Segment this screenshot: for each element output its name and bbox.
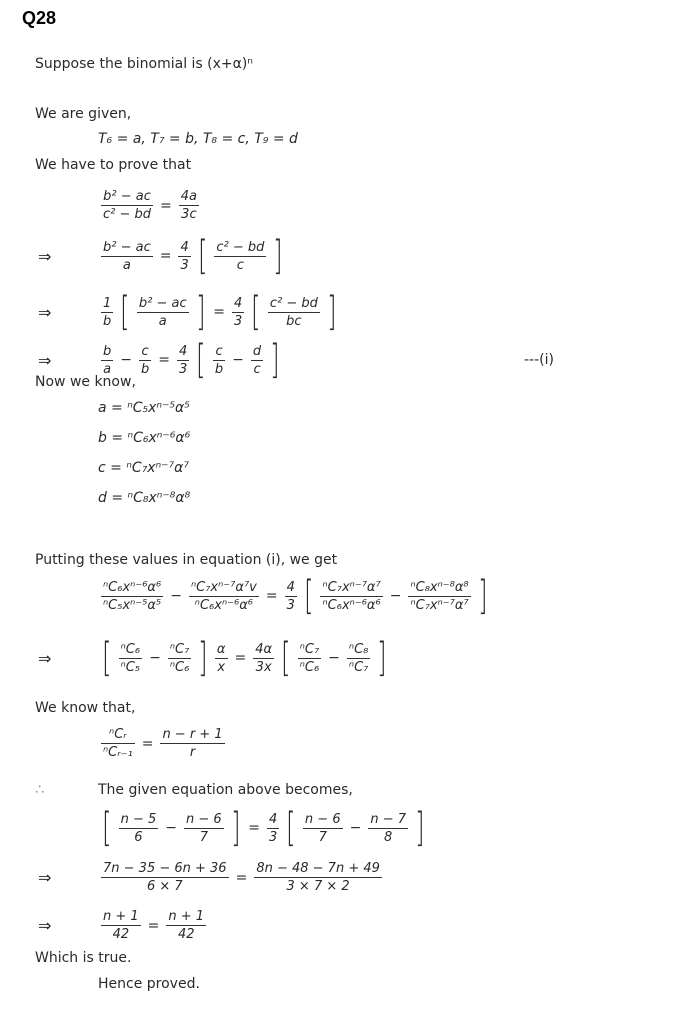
math-term: a — [158, 313, 167, 329]
math-term: 4α — [255, 641, 273, 657]
equation-2 — [38, 233, 287, 279]
equation-5 — [98, 573, 491, 619]
math-term: 1 — [103, 295, 112, 311]
math-term: ] — [198, 635, 208, 681]
math-term: − — [389, 588, 402, 604]
math-term: 42 — [177, 927, 195, 942]
math-term: − — [170, 588, 182, 604]
math-term: 4 — [286, 579, 295, 595]
equation-tag: ---(i) — [524, 352, 554, 368]
math-term: α — [216, 641, 226, 657]
math-term: c² − bd — [269, 295, 318, 311]
math-term: b² − ac — [138, 295, 187, 311]
math-term: ⁿC₆xⁿ⁻⁶α⁶ — [103, 579, 162, 595]
math-term: n − 5 — [120, 811, 157, 827]
math-term: x — [217, 659, 226, 675]
math-term: 7 — [199, 829, 208, 845]
math-term: b — [214, 361, 224, 377]
math-term: 3 — [179, 361, 188, 377]
math-term: = — [159, 248, 172, 264]
question-number: Q28 — [22, 8, 57, 28]
which-is-true-text: Which is true. — [35, 950, 132, 966]
fraction — [303, 811, 343, 846]
math-term: − — [232, 352, 244, 368]
math-term: 4a — [180, 189, 198, 204]
math-term: = — [248, 820, 261, 836]
math-term: ] — [270, 337, 280, 383]
value-b: b = ⁿC₆xⁿ⁻⁶α⁶ — [98, 430, 191, 446]
equation-8 — [98, 805, 429, 851]
fraction — [253, 641, 274, 676]
math-term: − — [165, 820, 178, 836]
math-term: ⁿC₇ — [169, 641, 190, 657]
math-term: ] — [230, 805, 241, 851]
math-term: [ — [251, 289, 261, 335]
fraction — [137, 295, 189, 330]
fraction — [267, 811, 279, 846]
we-know-that-label: We know that, — [35, 700, 136, 716]
implies-arrow: ⇒ — [38, 916, 52, 935]
fraction — [178, 239, 190, 274]
math-term: ] — [273, 233, 283, 279]
math-term: [ — [303, 573, 314, 619]
fraction — [166, 908, 206, 943]
fraction — [232, 295, 244, 330]
equation-7 — [98, 726, 228, 761]
math-term: c² − bd — [103, 207, 152, 222]
value-a: a = ⁿC₅xⁿ⁻⁵α⁵ — [98, 400, 190, 416]
math-term: = — [141, 735, 154, 752]
fraction — [368, 811, 408, 846]
fraction — [179, 188, 199, 223]
math-term: c — [236, 257, 244, 273]
fraction — [251, 343, 263, 378]
math-term: [ — [120, 289, 130, 335]
fraction — [119, 641, 142, 676]
math-term: 6 — [134, 829, 143, 845]
therefore-symbol: ∴ — [35, 782, 44, 798]
math-term: d — [252, 343, 262, 359]
math-term: b — [141, 361, 150, 377]
fraction — [101, 239, 153, 274]
math-term: ⁿC₆ — [299, 659, 320, 675]
fraction — [268, 295, 320, 330]
fraction — [408, 579, 470, 614]
fraction — [347, 641, 370, 676]
math-term: [ — [102, 805, 112, 851]
math-term: = — [160, 197, 172, 214]
putting-values-text: Putting these values in equation (i), we get — [35, 552, 338, 568]
math-term: = — [147, 917, 160, 934]
fraction — [119, 811, 159, 846]
prove-label: We have to prove that — [35, 157, 192, 173]
fraction — [101, 908, 141, 943]
equation-9 — [38, 860, 385, 895]
intro-text: Suppose the binomial is (x+α)ⁿ — [35, 56, 253, 72]
value-d: d = ⁿC₈xⁿ⁻⁸α⁸ — [98, 490, 191, 506]
math-term: ⁿC₈ — [348, 641, 369, 657]
math-term: 8n − 48 − 7n + 49 — [256, 861, 380, 876]
equation-10 — [38, 908, 209, 943]
fraction — [101, 860, 229, 895]
fraction — [184, 811, 224, 846]
math-term: 6 × 7 — [146, 879, 183, 894]
math-term: ⁿCᵣ₋₁ — [103, 745, 133, 760]
math-term: bc — [286, 313, 302, 329]
given-terms: T₆ = a, T₇ = b, T₈ = c, T₉ = d — [98, 131, 298, 147]
math-term: ⁿC₈xⁿ⁻⁸α⁸ — [410, 579, 469, 595]
math-term: ⁿC₆xⁿ⁻⁶α⁶ — [322, 597, 381, 613]
math-term: = — [234, 650, 247, 666]
math-term: c — [213, 343, 225, 361]
math-term: ⁿC₆ — [120, 641, 141, 657]
math-term: 4 — [269, 811, 278, 827]
math-term: b — [103, 343, 112, 359]
math-term: n − 7 — [370, 811, 406, 827]
math-term: 7 — [318, 829, 327, 845]
value-c: c = ⁿC₇xⁿ⁻⁷α⁷ — [98, 460, 190, 476]
math-term: ] — [377, 635, 387, 681]
fraction — [160, 726, 224, 761]
fraction — [214, 239, 266, 274]
math-term: ] — [415, 805, 425, 851]
math-term: [ — [286, 805, 296, 851]
math-term: − — [328, 650, 340, 666]
math-term: 4 — [233, 295, 243, 311]
implies-arrow: ⇒ — [38, 350, 52, 370]
implies-arrow: ⇒ — [38, 648, 52, 668]
given-label: We are given, — [35, 106, 132, 122]
fraction — [320, 579, 382, 614]
math-term: 3 — [180, 257, 189, 273]
math-term: b — [103, 313, 112, 329]
math-term: [ — [281, 635, 291, 681]
math-term: a — [103, 361, 112, 377]
equation-6 — [38, 635, 391, 681]
math-term: ⁿC₆xⁿ⁻⁶α⁶ — [194, 597, 254, 613]
math-term: ⁿC₆ — [169, 659, 190, 675]
fraction — [101, 579, 163, 614]
math-term: [ — [197, 233, 208, 279]
math-term: 42 — [112, 927, 130, 942]
math-term: ] — [477, 573, 488, 619]
math-term: c — [253, 361, 261, 377]
math-term: n + 1 — [103, 909, 139, 924]
math-term: 4 — [179, 343, 188, 359]
given-equation-text: The given equation above becomes, — [98, 782, 353, 798]
math-term: c² − bd — [216, 239, 265, 255]
math-term: 8 — [384, 829, 393, 845]
equation-3 — [38, 289, 341, 335]
fraction — [189, 579, 259, 614]
hence-proved-text: Hence proved. — [98, 976, 200, 992]
math-term: 7n − 35 − 6n + 36 — [103, 861, 227, 876]
math-term: n − 6 — [186, 811, 222, 827]
math-term: 3 — [233, 313, 243, 329]
fraction — [101, 343, 113, 378]
math-term: ⁿC₇xⁿ⁻⁷α⁷v — [190, 579, 257, 595]
math-term: 3x — [255, 659, 272, 675]
math-term: = — [235, 869, 248, 886]
fraction — [254, 860, 382, 895]
fraction — [139, 343, 151, 378]
fraction — [285, 579, 297, 614]
fraction — [215, 641, 228, 676]
math-term: b² − ac — [101, 188, 153, 206]
implies-arrow: ⇒ — [38, 302, 52, 322]
math-term: [ — [102, 635, 112, 681]
math-term: = — [158, 352, 170, 368]
fraction — [101, 188, 153, 223]
math-term: ⁿCᵣ — [101, 726, 135, 744]
math-term: a — [122, 257, 131, 273]
math-term: ⁿC₇xⁿ⁻⁷α⁷ — [322, 579, 381, 595]
math-term: 3c — [181, 207, 197, 222]
fraction — [298, 641, 321, 676]
math-term: ] — [195, 289, 206, 335]
math-term: ⁿC₅xⁿ⁻⁵α⁵ — [103, 597, 162, 613]
math-term: ⁿC₇ — [348, 659, 369, 675]
math-term: n − 6 — [304, 811, 341, 827]
math-term: b² − ac — [103, 239, 151, 255]
math-term: ] — [327, 289, 337, 335]
fraction — [213, 343, 225, 378]
now-we-know-label: Now we know, — [35, 374, 136, 390]
math-term: ⁿC₅ — [120, 659, 141, 675]
math-term: 3 — [269, 829, 278, 845]
math-term: 3 × 7 × 2 — [286, 879, 350, 894]
math-term: = — [213, 304, 225, 320]
fraction — [177, 343, 189, 378]
math-term: n − r + 1 — [162, 727, 223, 742]
math-term: − — [149, 650, 161, 666]
math-term: − — [349, 820, 362, 836]
math-term: n + 1 — [168, 909, 205, 924]
math-term: 4 — [180, 239, 189, 255]
math-term: c — [139, 343, 151, 361]
math-term: ⁿC₇xⁿ⁻⁷α⁷ — [410, 597, 469, 613]
math-term: [ — [196, 337, 206, 383]
math-term: ⁿC₇ — [299, 641, 320, 657]
implies-arrow: ⇒ — [38, 246, 52, 266]
math-term: = — [265, 588, 278, 604]
math-term: 3 — [286, 597, 295, 613]
fraction — [101, 726, 135, 761]
fraction — [168, 641, 191, 676]
fraction — [101, 295, 113, 330]
math-term: r — [189, 745, 196, 760]
implies-arrow: ⇒ — [38, 868, 52, 887]
equation-1 — [98, 188, 202, 223]
math-term: − — [120, 352, 132, 368]
